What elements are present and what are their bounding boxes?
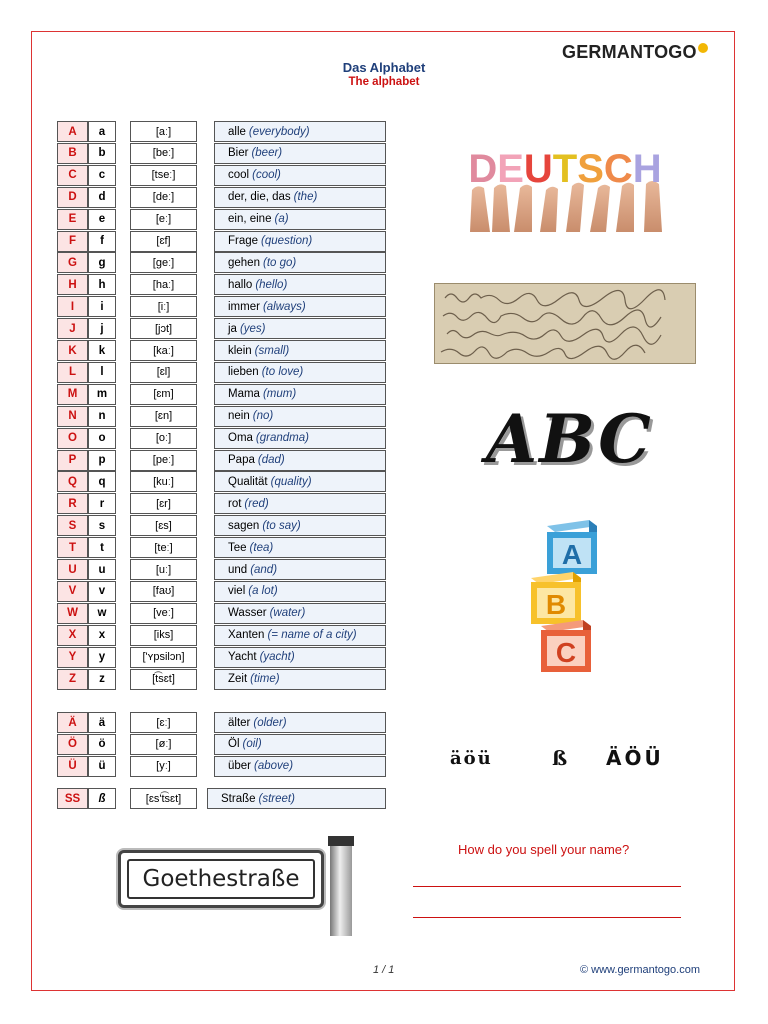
example-word-cell bbox=[214, 559, 386, 580]
answer-line-2[interactable] bbox=[413, 917, 681, 918]
example-word: Xanten bbox=[228, 629, 265, 642]
example-word-cell bbox=[207, 788, 386, 809]
example-translation: (tea) bbox=[249, 541, 274, 554]
example-translation: (= name of a city) bbox=[267, 629, 357, 642]
example-word-cell bbox=[214, 647, 386, 668]
phonetic-transcription: [geː] bbox=[130, 252, 197, 273]
example-word: Frage bbox=[228, 235, 259, 247]
example-word: Zeit bbox=[228, 673, 248, 685]
answer-line-1[interactable] bbox=[413, 886, 681, 887]
example-word: lieben bbox=[228, 366, 259, 379]
example-word: sagen bbox=[228, 519, 260, 532]
phonetic-transcription: [t͡sɛt] bbox=[130, 669, 197, 690]
example-translation: (dad) bbox=[257, 454, 285, 466]
gothic-abc-text: ABC bbox=[486, 400, 653, 478]
example-word-cell bbox=[214, 296, 386, 317]
phonetic-transcription: [ɛn] bbox=[130, 406, 197, 427]
phonetic-transcription: [øː] bbox=[130, 734, 197, 755]
lowercase-letter: j bbox=[88, 318, 116, 339]
example-translation: (cool) bbox=[252, 169, 281, 182]
phonetic-transcription: [iː] bbox=[130, 296, 197, 317]
phonetic-transcription: [ɛm] bbox=[130, 384, 197, 405]
phonetic-transcription: [ɛː] bbox=[130, 712, 197, 733]
uppercase-letter: Z bbox=[57, 669, 88, 690]
umlaut-letters-caps: ÄÖÜ bbox=[606, 746, 664, 770]
block-a-letter: A bbox=[561, 539, 583, 570]
umlaut-letters-small: äöü bbox=[450, 748, 493, 769]
example-word: und bbox=[228, 563, 248, 576]
lowercase-letter: u bbox=[88, 559, 116, 580]
lowercase-letter: ö bbox=[88, 734, 116, 755]
phonetic-transcription: ['ʏpsilɔn] bbox=[130, 647, 197, 668]
phonetic-transcription: [veː] bbox=[130, 603, 197, 624]
example-word: älter bbox=[228, 716, 251, 729]
lowercase-letter: a bbox=[88, 121, 116, 142]
example-word-cell bbox=[214, 493, 386, 514]
example-word: hallo bbox=[228, 278, 253, 291]
deutsch-hands-graphic bbox=[462, 140, 668, 232]
example-translation: (always) bbox=[262, 300, 306, 313]
example-word: nein bbox=[228, 410, 250, 423]
example-translation: (a) bbox=[274, 213, 289, 226]
lowercase-letter: e bbox=[88, 209, 116, 230]
lowercase-letter: n bbox=[88, 406, 116, 427]
phonetic-transcription: [iks] bbox=[130, 625, 197, 646]
phonetic-transcription: [kaː] bbox=[130, 340, 197, 361]
eszett-letter-image: ß bbox=[552, 746, 568, 770]
example-translation: (to say) bbox=[262, 519, 301, 532]
example-word-cell bbox=[214, 756, 386, 777]
example-translation: (hello) bbox=[255, 278, 288, 291]
handwriting-image bbox=[434, 283, 696, 364]
phonetic-transcription: [ɛf] bbox=[130, 231, 197, 252]
example-word: Oma bbox=[228, 432, 253, 445]
example-word: Mama bbox=[228, 388, 260, 401]
uppercase-letter: K bbox=[57, 340, 88, 361]
uppercase-letter: H bbox=[57, 274, 88, 295]
example-translation: (to love) bbox=[261, 366, 304, 379]
uppercase-letter: J bbox=[57, 318, 88, 339]
example-word: Bier bbox=[228, 147, 249, 160]
example-translation: (older) bbox=[253, 716, 287, 729]
lowercase-letter: c bbox=[88, 165, 116, 186]
lowercase-letter: h bbox=[88, 274, 116, 295]
phonetic-transcription: [ɛs] bbox=[130, 515, 197, 536]
example-word-cell bbox=[214, 252, 386, 273]
lowercase-letter: g bbox=[88, 252, 116, 273]
example-word-cell bbox=[214, 471, 386, 492]
page-subtitle: The alphabet bbox=[348, 76, 420, 88]
example-word-cell bbox=[214, 603, 386, 624]
example-word-cell bbox=[214, 165, 386, 186]
uppercase-letter: SS bbox=[57, 788, 88, 809]
uppercase-letter: V bbox=[57, 581, 88, 602]
example-word: ja bbox=[228, 322, 237, 335]
example-word-cell bbox=[214, 231, 386, 252]
uppercase-letter: B bbox=[57, 143, 88, 164]
phonetic-transcription: [oː] bbox=[130, 428, 197, 449]
example-word-cell bbox=[214, 187, 386, 208]
phonetic-transcription: [tseː] bbox=[130, 165, 197, 186]
example-translation: (to go) bbox=[262, 256, 297, 269]
phonetic-transcription: [deː] bbox=[130, 187, 197, 208]
lowercase-letter: f bbox=[88, 231, 116, 252]
lowercase-letter: x bbox=[88, 625, 116, 646]
example-word-cell bbox=[214, 537, 386, 558]
uppercase-letter: E bbox=[57, 209, 88, 230]
example-word: Öl bbox=[228, 738, 240, 751]
phonetic-transcription: [aː] bbox=[130, 121, 197, 142]
uppercase-letter: M bbox=[57, 384, 88, 405]
lowercase-letter: ä bbox=[88, 712, 116, 733]
sign-pole-cap bbox=[328, 836, 354, 846]
uppercase-letter: T bbox=[57, 537, 88, 558]
lowercase-letter: ß bbox=[88, 788, 116, 809]
example-word: Straße bbox=[221, 792, 256, 805]
uppercase-letter: R bbox=[57, 493, 88, 514]
example-translation: (a lot) bbox=[248, 585, 278, 598]
example-word-cell bbox=[214, 712, 386, 733]
logo-accent-text: TOGO bbox=[643, 42, 697, 62]
deutsch-word: DEUTSCH bbox=[468, 147, 662, 191]
uppercase-letter: D bbox=[57, 187, 88, 208]
uppercase-letter: P bbox=[57, 450, 88, 471]
lowercase-letter: l bbox=[88, 362, 116, 383]
example-translation: (oil) bbox=[242, 738, 262, 751]
uppercase-letter: W bbox=[57, 603, 88, 624]
block-b-letter: B bbox=[545, 589, 567, 620]
phonetic-transcription: [ɛl] bbox=[130, 362, 197, 383]
uppercase-letter: Y bbox=[57, 647, 88, 668]
page-number: 1 / 1 bbox=[373, 964, 395, 976]
example-translation: (everybody) bbox=[248, 125, 310, 138]
lowercase-letter: o bbox=[88, 428, 116, 449]
uppercase-letter: X bbox=[57, 625, 88, 646]
uppercase-letter: O bbox=[57, 428, 88, 449]
example-word-cell bbox=[214, 581, 386, 602]
example-word-cell bbox=[214, 406, 386, 427]
lowercase-letter: s bbox=[88, 515, 116, 536]
example-translation: (time) bbox=[250, 673, 280, 685]
uppercase-letter: L bbox=[57, 362, 88, 383]
uppercase-letter: I bbox=[57, 296, 88, 317]
uppercase-letter: C bbox=[57, 165, 88, 186]
example-word: cool bbox=[228, 169, 250, 182]
uppercase-letter: U bbox=[57, 559, 88, 580]
example-word-cell bbox=[214, 143, 386, 164]
example-word: Yacht bbox=[228, 651, 257, 664]
page-title: Das Alphabet bbox=[342, 60, 426, 75]
lowercase-letter: d bbox=[88, 187, 116, 208]
example-word: Wasser bbox=[228, 607, 267, 620]
phonetic-transcription: [jɔt] bbox=[130, 318, 197, 339]
lowercase-letter: q bbox=[88, 471, 116, 492]
example-translation: (yacht) bbox=[259, 651, 295, 664]
lowercase-letter: b bbox=[88, 143, 116, 164]
uppercase-letter: Q bbox=[57, 471, 88, 492]
lowercase-letter: z bbox=[88, 669, 116, 690]
block-c-letter: C bbox=[555, 637, 577, 668]
abc-blocks-graphic bbox=[517, 518, 627, 674]
phonetic-transcription: [kuː] bbox=[130, 471, 197, 492]
example-translation: (and) bbox=[250, 563, 278, 576]
lowercase-letter: r bbox=[88, 493, 116, 514]
example-translation: (the) bbox=[293, 191, 318, 204]
phonetic-transcription: [uː] bbox=[130, 559, 197, 580]
example-word-cell bbox=[214, 625, 386, 646]
example-word: klein bbox=[228, 344, 252, 357]
uppercase-letter: N bbox=[57, 406, 88, 427]
lowercase-letter: ü bbox=[88, 756, 116, 777]
example-translation: (street) bbox=[258, 792, 295, 805]
phonetic-transcription: [ɛs't͡sɛt] bbox=[130, 788, 197, 809]
example-word-cell bbox=[214, 121, 386, 142]
example-word-cell bbox=[214, 209, 386, 230]
street-sign-image bbox=[118, 836, 358, 936]
phonetic-transcription: [haː] bbox=[130, 274, 197, 295]
logo-main-text: GERMAN bbox=[562, 42, 644, 62]
example-word: gehen bbox=[228, 256, 260, 269]
street-sign-text: Goethestraße bbox=[127, 859, 315, 899]
uppercase-letter: Ä bbox=[57, 712, 88, 733]
example-translation: (beer) bbox=[251, 147, 283, 160]
example-translation: (red) bbox=[244, 497, 269, 510]
phonetic-transcription: [peː] bbox=[130, 450, 197, 471]
phonetic-transcription: [ɛr] bbox=[130, 493, 197, 514]
example-word-cell bbox=[214, 340, 386, 361]
phonetic-transcription: [teː] bbox=[130, 537, 197, 558]
uppercase-letter: G bbox=[57, 252, 88, 273]
example-word: Papa bbox=[228, 454, 255, 466]
example-translation: (mum) bbox=[262, 388, 297, 401]
spell-name-question: How do you spell your name? bbox=[458, 842, 630, 857]
example-word-cell bbox=[214, 428, 386, 449]
sign-pole bbox=[330, 836, 352, 936]
example-word-cell bbox=[214, 734, 386, 755]
example-word: viel bbox=[228, 585, 246, 598]
example-translation: (water) bbox=[269, 607, 306, 620]
deutsch-hands-image bbox=[462, 140, 668, 232]
example-translation: (small) bbox=[254, 344, 290, 357]
phonetic-transcription: [faʊ] bbox=[130, 581, 197, 602]
uppercase-letter: F bbox=[57, 231, 88, 252]
handwriting-scribbles bbox=[435, 284, 695, 363]
example-translation: (quality) bbox=[270, 475, 312, 488]
phonetic-transcription: [beː] bbox=[130, 143, 197, 164]
example-translation: (above) bbox=[254, 760, 294, 773]
germantogo-logo bbox=[562, 42, 708, 63]
lowercase-letter: w bbox=[88, 603, 116, 624]
example-word: Tee bbox=[228, 541, 247, 554]
uppercase-letter: Ö bbox=[57, 734, 88, 755]
example-word: ein, eine bbox=[228, 213, 272, 226]
lowercase-letter: t bbox=[88, 537, 116, 558]
uppercase-letter: A bbox=[57, 121, 88, 142]
example-translation: (question) bbox=[261, 235, 313, 247]
example-word-cell bbox=[214, 669, 386, 690]
lowercase-letter: m bbox=[88, 384, 116, 405]
example-translation: (no) bbox=[252, 410, 274, 423]
lowercase-letter: v bbox=[88, 581, 116, 602]
lowercase-letter: p bbox=[88, 450, 116, 471]
phonetic-transcription: [eː] bbox=[130, 209, 197, 230]
example-word-cell bbox=[214, 384, 386, 405]
abc-blocks-image bbox=[517, 518, 627, 674]
example-word-cell bbox=[214, 362, 386, 383]
lowercase-letter: i bbox=[88, 296, 116, 317]
uppercase-letter: S bbox=[57, 515, 88, 536]
example-word-cell bbox=[214, 318, 386, 339]
example-word-cell bbox=[214, 515, 386, 536]
copyright-link[interactable]: © www.germantogo.com bbox=[580, 964, 700, 976]
example-word: alle bbox=[228, 125, 246, 138]
example-word: immer bbox=[228, 300, 260, 313]
example-translation: (grandma) bbox=[255, 432, 309, 445]
lowercase-letter: k bbox=[88, 340, 116, 361]
example-word: der, die, das bbox=[228, 191, 291, 204]
lowercase-letter: y bbox=[88, 647, 116, 668]
example-translation: (yes) bbox=[239, 322, 266, 335]
example-word: Qualität bbox=[228, 475, 268, 488]
uppercase-letter: Ü bbox=[57, 756, 88, 777]
example-word-cell bbox=[214, 274, 386, 295]
phonetic-transcription: [yː] bbox=[130, 756, 197, 777]
example-word-cell bbox=[214, 450, 386, 471]
speech-bubble-icon bbox=[698, 43, 708, 53]
example-word: über bbox=[228, 760, 252, 773]
sign-plate bbox=[118, 850, 324, 908]
example-word: rot bbox=[228, 497, 242, 510]
